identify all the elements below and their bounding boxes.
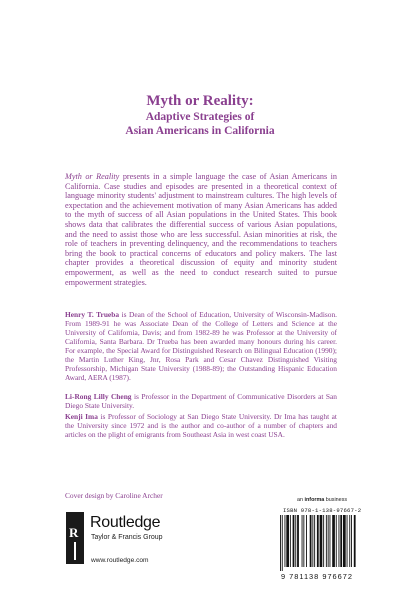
publisher-name: Routledge [90, 514, 161, 531]
logo-letter: R [69, 525, 79, 540]
title-block [0, 92, 400, 138]
book-subtitle-line2: Asian Americans in California [125, 125, 275, 137]
barcode-bar [343, 515, 346, 567]
barcode-bar [339, 515, 340, 567]
barcode-bar [323, 515, 324, 567]
barcode-bar [280, 515, 281, 571]
barcode-bar [310, 515, 312, 567]
description-lead-title: Myth or Reality [65, 172, 120, 181]
author-name: Li-Rong Lilly Cheng [65, 392, 132, 401]
barcode-bar [295, 515, 296, 567]
barcode-bar [347, 515, 348, 567]
informa-business-label [297, 497, 347, 503]
barcode-bar [303, 515, 304, 567]
cover-design-credit: Cover design by Caroline Archer [65, 491, 163, 500]
informa-prefix: an [297, 497, 305, 503]
barcode-bar [320, 515, 323, 567]
book-subtitle-line1: Adaptive Strategies of [145, 111, 255, 123]
book-description [65, 172, 337, 287]
barcode-bar [297, 515, 299, 567]
book-title: Myth or Reality: [146, 93, 254, 109]
informa-suffix: business [324, 497, 348, 503]
barcode-bar [326, 515, 327, 567]
barcode-bar [306, 515, 307, 567]
barcode-bar [332, 515, 335, 567]
barcode-bar [330, 515, 331, 567]
barcode-bar [302, 515, 303, 567]
logo-line [74, 542, 76, 560]
barcode-bar [351, 515, 352, 567]
isbn-label: ISBN 978-1-138-97667-2 [283, 507, 362, 514]
barcode-bar [285, 515, 286, 567]
barcode-bar [328, 515, 329, 567]
barcode-bar [317, 515, 319, 567]
publisher-tagline: Taylor & Francis Group [91, 534, 163, 541]
barcode-bar [286, 515, 289, 567]
barcode-bar [314, 515, 315, 567]
description-text: presents in a simple language the case of Asian Americans in California. Case studies and episodes are presented in a theoretical context of language minority students' adjustment to mainstream cultures. The high levels of expectation and the achievement motivation of many Asian Americans has added to the myth of success of all Asian populations in the United States. This book shows data that calibrates the differential success of various Asian populations, and the need to assist those who are less successful. Asian minorities at risk, the role of teachers in preventing delinquency, and the recommendations to teachers bring the book to practical concerns of educators and policy makers. The last chapter provides a theoretical discussion of equity and minority student empowerment, as well as the need to conduct research suited to pursue empowerment strategies. [65, 172, 338, 287]
routledge-logo-icon [66, 512, 84, 564]
author-bio-text: is Professor of Sociology at San Diego State University. Dr Ima has taught at the University since 1972 and is the author and co-author of a number of chapters and articles on the plight of emigrants from Southeast Asia in west coast USA. [65, 412, 337, 439]
author-name: Henry T. Trueba [65, 310, 120, 319]
barcode-bar [349, 515, 350, 567]
author-name: Kenji Ima [65, 412, 98, 421]
barcode [278, 515, 356, 579]
author-bio-ima [65, 412, 337, 439]
barcode-bar [293, 515, 295, 567]
barcode-bar [312, 515, 313, 567]
barcode-bar [336, 515, 337, 567]
barcode-digits: 9 781138 976672 [281, 572, 353, 581]
barcode-icon [278, 515, 356, 571]
author-bio-cheng [65, 392, 337, 410]
barcode-bar [290, 515, 291, 567]
author-bio-text: is Dean of the School of Education, University of Wisconsin-Madison. From 1989-91 he was Associate Dean of the College of Letters and Science at the University of California, Davis; and from 1982-89 he was Professor at the University of California, Santa Barbara. Dr Trueba has been awarded many honours during his career. For example, the Special Award for Distinguished Research on Bilingual Education (1990); the Martin Luther King, Jnr, Rosa Park and Cesar Chavez Distinguished Visiting Professorship, Michigan State University (1988-89); the Outstanding Hispanic Education Award, AERA (1987). [65, 310, 337, 382]
publisher-logo [66, 512, 206, 582]
publisher-url: www.routledge.com [91, 557, 149, 564]
author-bio-trueba [65, 310, 337, 382]
barcode-bar [354, 515, 356, 567]
barcode-bar [340, 515, 342, 567]
barcode-bar [282, 515, 283, 571]
informa-brand: informa [304, 497, 325, 503]
author-bio-text: is Professor in the Department of Communicative Disorders at San Diego State University. [65, 392, 337, 410]
